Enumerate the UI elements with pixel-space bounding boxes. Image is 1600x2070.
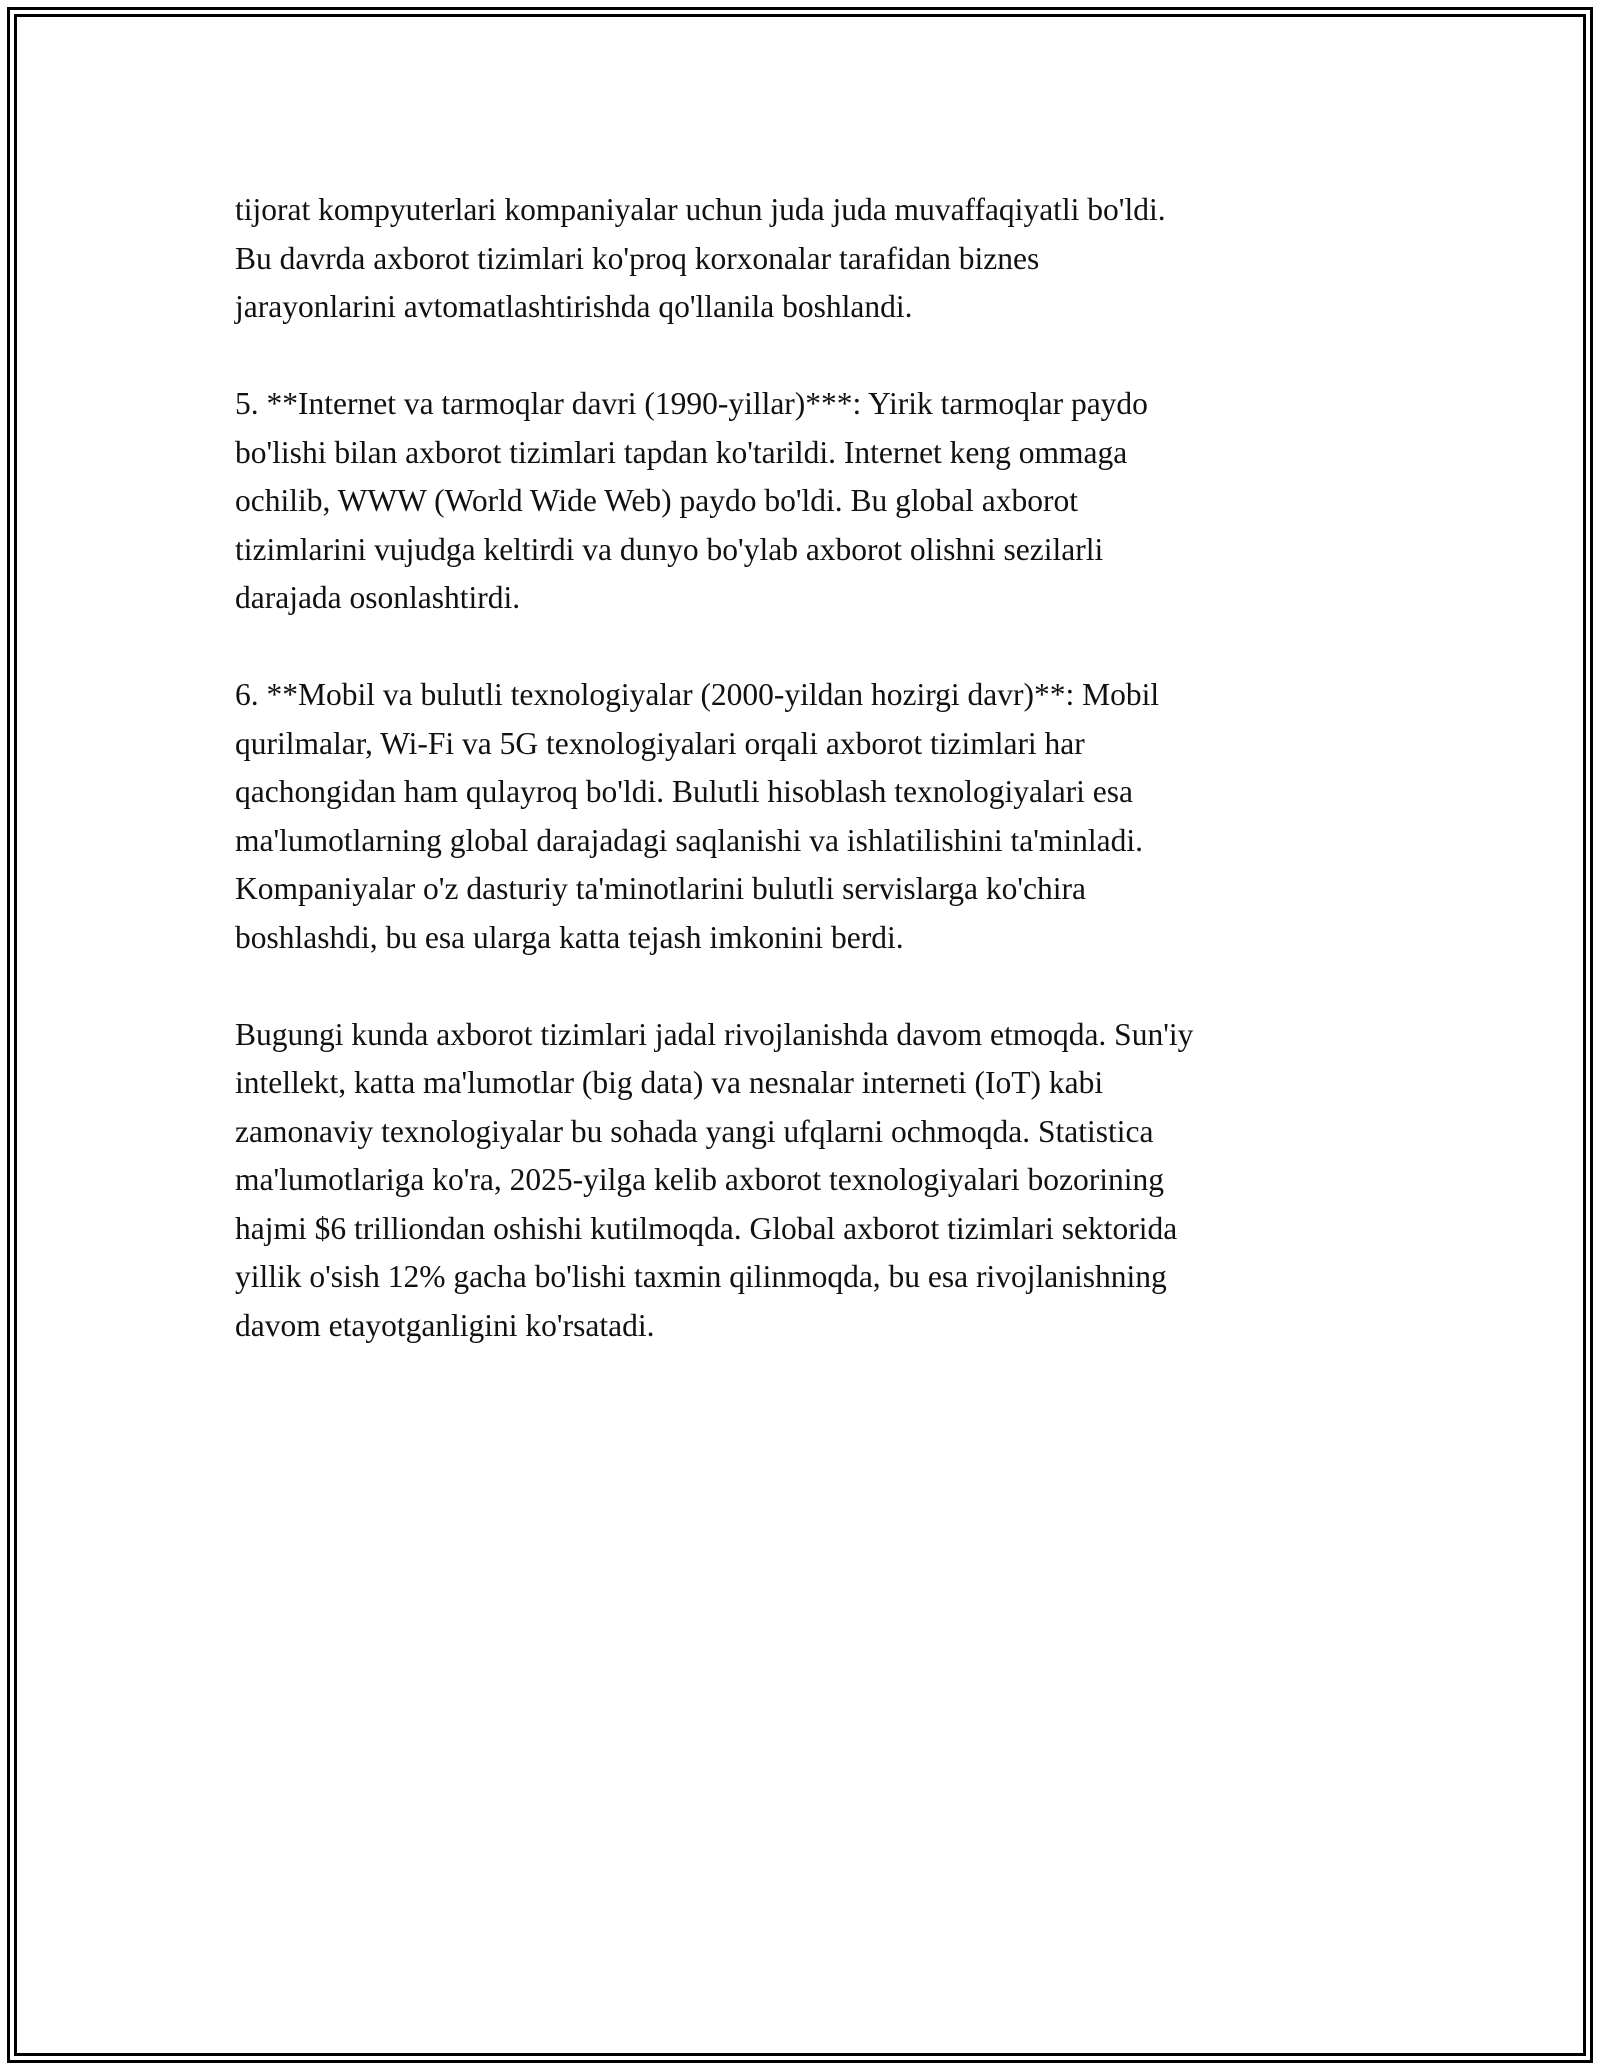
text-line: tizimlarini vujudga keltirdi va dunyo bo'ylab axborot olishni sezilarli bbox=[235, 531, 1104, 567]
text-line: boshlashdi, bu esa ularga katta tejash imkonini berdi. bbox=[235, 919, 904, 955]
text-line: darajada osonlashtirdi. bbox=[235, 580, 521, 615]
text-line: davom etayotganligini ko'rsatadi. bbox=[235, 1307, 655, 1343]
text-line: 5. **Internet va tarmoqlar davri (1990-yillar)***: Yirik tarmoqlar paydo bbox=[235, 386, 1148, 421]
paragraph-mobile-cloud-era bbox=[235, 671, 1375, 962]
paragraph-today bbox=[235, 1011, 1375, 1351]
document-body bbox=[235, 186, 1375, 1399]
text-line: ma'lumotlarning global darajadagi saqlanishi va ishlatilishini ta'minladi. bbox=[235, 822, 1144, 858]
text-line: 6. **Mobil va bulutli texnologiyalar (2000-yildan hozirgi davr)**: Mobil bbox=[235, 677, 1160, 712]
text-line: Kompaniyalar o'z dasturiy ta'minotlarini bulutli servislarga ko'chira bbox=[235, 871, 1086, 906]
text-line: ochilib, WWW (World Wide Web) paydo bo'ldi. Bu global axborot bbox=[235, 483, 1078, 518]
text-line: intellekt, katta ma'lumotlar (big data) va nesnalar interneti (IoT) kabi bbox=[235, 1065, 1104, 1100]
text-line: bo'lishi bilan axborot tizimlari tapdan ko'tarildi. Internet keng ommaga bbox=[235, 434, 1128, 470]
text-line: qachongidan ham qulayroq bo'ldi. Bulutli hisoblash texnologiyalari esa bbox=[235, 774, 1134, 809]
text-line: Bu davrda axborot tizimlari ko'proq korxonalar tarafidan biznes bbox=[235, 240, 1040, 276]
text-line: qurilmalar, Wi-Fi va 5G texnologiyalari orqali axborot tizimlari har bbox=[235, 725, 1085, 761]
text-line: zamonaviy texnologiyalar bu sohada yangi ufqlarni ochmoqda. Statistica bbox=[235, 1113, 1154, 1149]
text-line: Bugungi kunda axborot tizimlari jadal rivojlanishda davom etmoqda. Sun'iy bbox=[235, 1016, 1194, 1052]
paragraph-continuation bbox=[235, 186, 1375, 332]
text-line: jarayonlarini avtomatlashtirishda qo'llanila boshlandi. bbox=[235, 289, 913, 324]
paragraph-internet-era bbox=[235, 380, 1375, 623]
text-line: tijorat kompyuterlari kompaniyalar uchun juda juda muvaffaqiyatli bo'ldi. bbox=[235, 192, 1166, 227]
text-line: ma'lumotlariga ko'ra, 2025-yilga kelib axborot texnologiyalari bozorining bbox=[235, 1162, 1164, 1197]
text-line: hajmi $6 trilliondan oshishi kutilmoqda. Global axborot tizimlari sektorida bbox=[235, 1210, 1178, 1246]
text-line: yillik o'sish 12% gacha bo'lishi taxmin qilinmoqda, bu esa rivojlanishning bbox=[235, 1259, 1167, 1294]
